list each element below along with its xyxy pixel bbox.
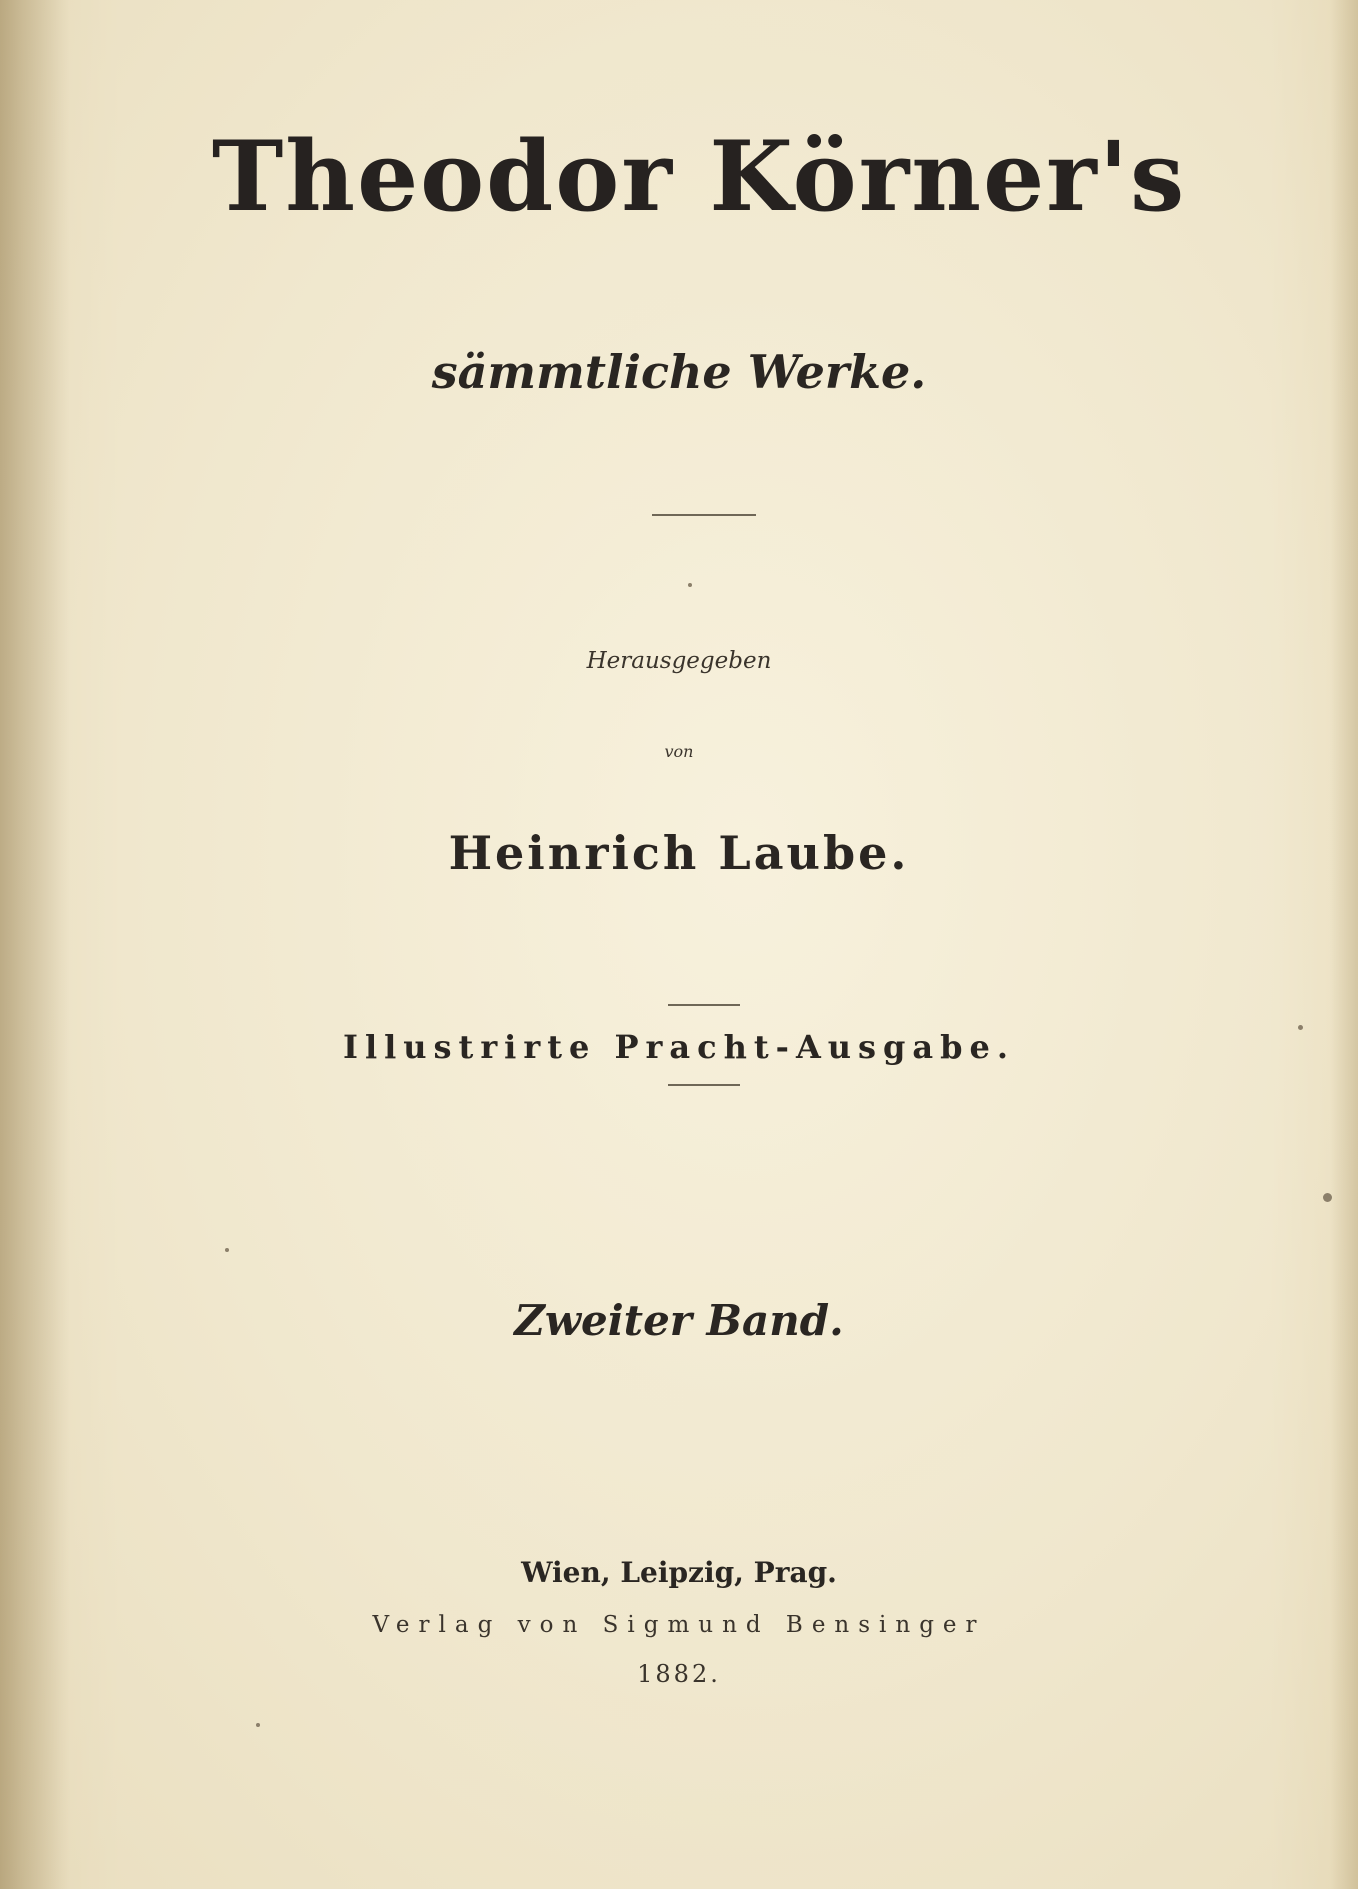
edited-by-label: Herausgegeben (586, 648, 772, 674)
divider-rule (668, 1004, 740, 1006)
page-edge-shadow (1330, 0, 1358, 1889)
paper-speck (1323, 1193, 1332, 1202)
divider-rule (668, 1084, 740, 1086)
edition-label: Illustrirte Pracht-Ausgabe. (342, 1028, 1016, 1066)
publication-places: Wien, Leipzig, Prag. (521, 1556, 837, 1589)
book-title: Theodor Körner's (211, 120, 1187, 233)
publication-year: 1882. (637, 1660, 721, 1688)
paper-speck (1298, 1025, 1303, 1030)
paper-speck (688, 583, 692, 587)
divider-rule (652, 514, 756, 516)
publisher-name: Verlag von Sigmund Bensinger (372, 1612, 986, 1638)
book-subtitle: sämmtliche Werke. (431, 345, 927, 399)
editor-name: Heinrich Laube. (448, 826, 910, 880)
volume-label: Zweiter Band. (514, 1296, 844, 1345)
page-gutter-shadow (0, 0, 70, 1889)
paper-speck (225, 1248, 229, 1252)
paper-speck (256, 1723, 260, 1727)
by-label: von (664, 742, 694, 761)
